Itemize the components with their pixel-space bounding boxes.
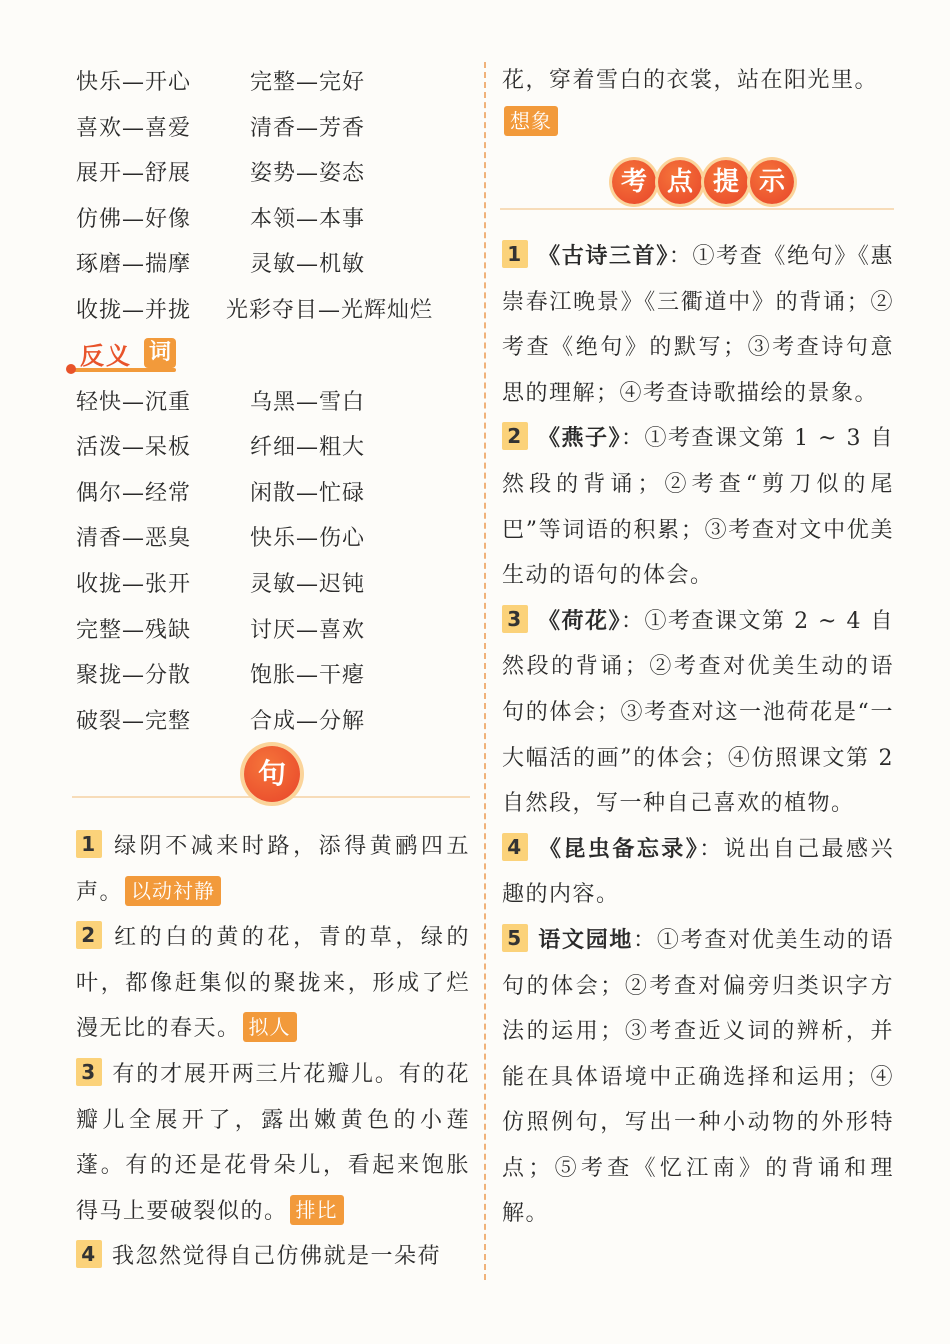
imagination-tag-wrap (502, 106, 894, 136)
sentence-text: 红的白的黄的花，青的草，绿的叶，都像赶集似的聚拢来，形成了烂漫无比的春天。 (76, 925, 470, 1042)
word-pair-row (76, 106, 472, 152)
word-pair-row (76, 60, 472, 106)
word-pair-row (76, 425, 472, 471)
sentence-item (76, 1052, 470, 1234)
exam-points-list (502, 234, 894, 1237)
word-pair: 琢磨—揣摩 (76, 252, 192, 278)
word-pair-row (76, 471, 472, 517)
word-pair-row (76, 699, 472, 745)
sentence-text: 绿阴不减来时路，添得黄鹂四五声。 (76, 834, 470, 905)
word-pair-row (76, 242, 472, 288)
word-pair-row (76, 562, 472, 608)
sentence-list (76, 824, 470, 1280)
rhetoric-tag: 拟人 (243, 1012, 297, 1042)
column-divider (484, 62, 486, 1280)
exam-tips-heading (612, 160, 796, 212)
word-pair: 完整—残缺 (76, 617, 192, 643)
item-number: 1 (76, 830, 102, 858)
word-pair: 快乐—伤心 (250, 526, 366, 552)
sentence-item (76, 915, 470, 1052)
exam-point-text: ：说出自己最感兴趣的内容。 (502, 836, 894, 908)
heading-char: 点 (658, 160, 702, 204)
sentence-item (76, 824, 470, 915)
word-pair: 破裂—完整 (76, 708, 192, 734)
exam-point-text: ：①考查课文第 2 ~ 4 自然段的背诵；②考查对优美生动的语句的体会；③考查对这一池荷花是“一大幅活的画”的体会；④仿照课文第 2 自然段，写一种自己喜欢的植物。 (502, 608, 894, 817)
item-number: 2 (76, 921, 102, 949)
antonym-label-box: 词 (144, 338, 176, 368)
rhetoric-tag: 想象 (504, 106, 558, 136)
item-number: 1 (502, 240, 528, 268)
word-pair-row (76, 151, 472, 197)
word-pair: 完整—完好 (250, 70, 366, 95)
word-pair-row (76, 653, 472, 699)
word-pair: 喜欢—喜爱 (76, 115, 192, 141)
exam-point-title: 《燕子》 (538, 426, 622, 452)
word-pair: 姿势—姿态 (250, 161, 366, 187)
exam-point-text: ：①考查课文第 1 ~ 3 自然段的背诵；②考查“剪刀似的尾巴”等词语的积累；③考查对文中优美生动的语句的体会。 (502, 426, 894, 589)
sentence-continuation (502, 58, 894, 136)
exam-point-text: ：①考查《绝句》《惠崇春江晚景》《三衢道中》的背诵；②考查《绝句》的默写；③考查诗句意思的理解；④考查诗歌描绘的景象。 (502, 244, 894, 406)
exam-point-title: 《荷花》 (538, 608, 622, 634)
word-pair: 仿佛—好像 (76, 206, 192, 232)
sentence-text-continued: 花，穿着雪白的衣裳，站在阳光里。 (502, 68, 879, 93)
word-pair-row (76, 380, 472, 426)
synonym-list (76, 60, 472, 744)
exam-point-title: 《昆虫备忘录》 (538, 836, 700, 862)
section-heading-badge: 句 (244, 746, 300, 802)
antonym-label (72, 336, 472, 376)
word-pair-row (76, 197, 472, 243)
word-pair-row (76, 288, 472, 334)
heading-char: 示 (750, 160, 794, 204)
item-number: 4 (76, 1240, 102, 1268)
word-pair: 收拢—并拢 (76, 297, 192, 323)
word-pair: 轻快—沉重 (76, 389, 192, 415)
word-pair: 光彩夺目—光辉灿烂 (226, 297, 434, 323)
word-pair: 纤细—粗大 (250, 435, 366, 461)
exam-point (502, 234, 894, 416)
rhetoric-tag: 以动衬静 (125, 876, 221, 906)
sentence-text: 我忽然觉得自己仿佛就是一朵荷 (112, 1244, 442, 1270)
item-number: 3 (76, 1058, 102, 1086)
exam-point (502, 599, 894, 827)
heading-char: 考 (612, 160, 656, 204)
word-pair-row (76, 608, 472, 654)
exam-point-title: 《古诗三首》 (538, 244, 669, 269)
rhetoric-tag: 排比 (290, 1195, 344, 1225)
item-number: 5 (502, 924, 528, 952)
exam-point (502, 918, 894, 1237)
word-pair: 偶尔—经常 (76, 480, 192, 506)
exam-point-text: ：①考查对优美生动的语句的体会；②考查对偏旁归类识字方法的运用；③考查近义词的辨析，并能在具体语境中正确选择和运用；④仿照例句，写出一种小动物的外形特点；⑤考查《忆江南》的背诵和理解。 (502, 927, 894, 1227)
word-pair: 展开—舒展 (76, 161, 192, 187)
word-pair: 闲散—忙碌 (250, 480, 366, 506)
word-pair-row (76, 516, 472, 562)
word-pair: 清香—恶臭 (76, 526, 192, 552)
word-pair: 快乐—开心 (76, 70, 192, 95)
item-number: 4 (502, 833, 528, 861)
word-pair: 收拢—张开 (76, 571, 192, 597)
word-pair: 清香—芳香 (250, 115, 366, 141)
word-pair: 聚拢—分散 (76, 663, 192, 689)
word-pair: 乌黑—雪白 (250, 389, 366, 415)
exam-point (502, 416, 894, 598)
exam-point-title: 语文园地 (538, 927, 634, 953)
sentence-text: 有的才展开两三片花瓣儿。有的花瓣儿全展开了，露出嫩黄色的小莲蓬。有的还是花骨朵儿，看起来饱胀得马上要破裂似的。 (76, 1061, 470, 1224)
word-pair: 本领—本事 (250, 206, 366, 232)
word-pair: 灵敏—迟钝 (250, 571, 366, 597)
item-number: 2 (502, 422, 528, 450)
sentence-item (76, 1234, 470, 1280)
word-pair: 讨厌—喜欢 (250, 617, 366, 643)
word-pair: 合成—分解 (250, 708, 366, 734)
item-number: 3 (502, 605, 528, 633)
word-pair: 灵敏—机敏 (250, 252, 366, 278)
antonym-label-text: 反义 (80, 341, 132, 370)
word-pair: 活泼—呆板 (76, 435, 192, 461)
antonym-label-dot (66, 364, 76, 374)
word-pair: 饱胀—干瘪 (250, 663, 366, 689)
exam-point (502, 827, 894, 918)
heading-char: 提 (704, 160, 748, 204)
